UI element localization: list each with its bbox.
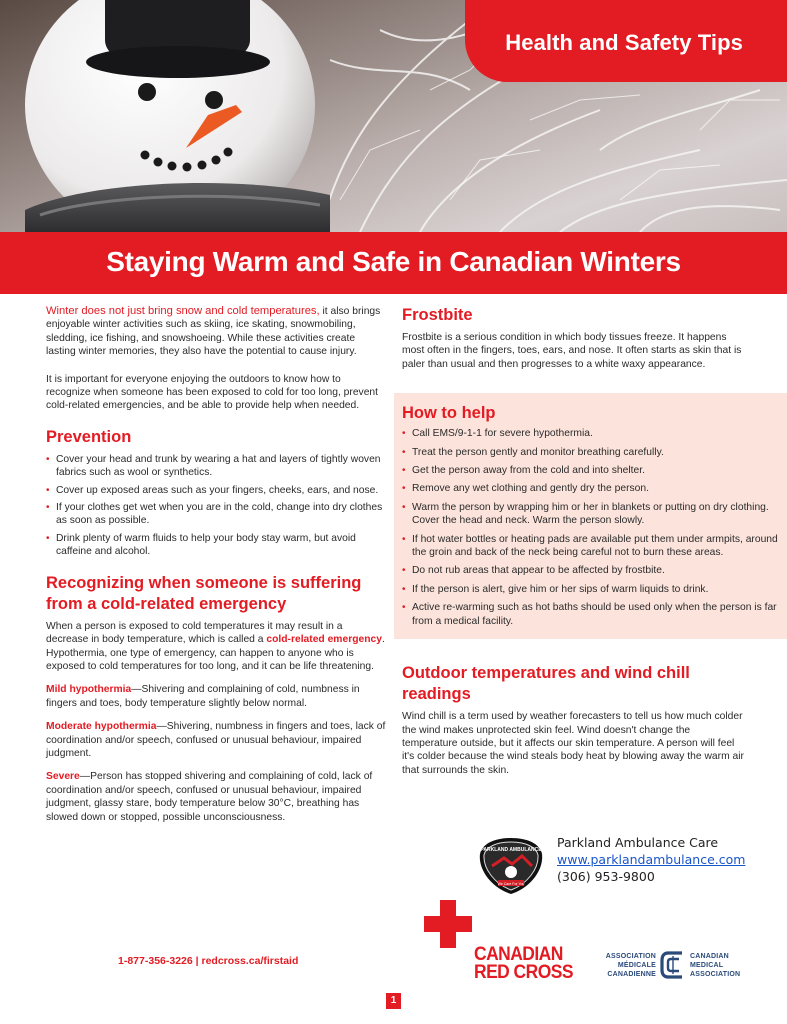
recognizing-heading: Recognizing when someone is suffering from a cold-related emergency	[46, 573, 362, 613]
cma-en-line: MEDICAL	[690, 962, 724, 969]
severe-text: —Person has stopped shivering and complaining of cold, lack of coordination and/or speech, confused or unusual behaviour, impaired judgment, glassy stare, body temperature below 30°C, breathing has slowed down or stopped, possible unconsciousness.	[46, 771, 373, 823]
how-to-help-box	[394, 393, 787, 639]
moderate-label: Moderate hypothermia	[46, 721, 157, 733]
moderate-text: —Shivering, numbness in fingers and toes, lack of coordination and/or speech, confused or unusual behaviour, impaired judgment.	[46, 721, 386, 759]
parkland-contact	[557, 834, 745, 885]
parkland-phone: (306) 953-9800	[557, 869, 655, 884]
list-item: • If hot water bottles or heating pads are available put them under armpits, around the groin and back of the neck being careful not to burn these areas.	[402, 533, 779, 560]
list-item: • Cover up exposed areas such as your fingers, cheeks, ears, and nose.	[46, 484, 386, 497]
list-item: • Cover your head and trunk by wearing a hat and layers of tightly woven fabrics such as wool or synthetics.	[46, 453, 386, 480]
page-title: Staying Warm and Safe in Canadian Winters	[106, 246, 681, 277]
parkland-website-link[interactable]: www.parklandambulance.com	[557, 852, 746, 867]
cma-en-line: CANADIAN	[690, 953, 729, 960]
list-item: • Do not rub areas that appear to be affected by frostbite.	[402, 564, 779, 577]
mild-text: —Shivering and complaining of cold, numbness in fingers and toes, body temperature slightly below normal.	[46, 684, 360, 709]
footer-contact: 1-877-356-3226 | redcross.ca/firstaid	[118, 955, 299, 967]
right-column	[402, 305, 778, 791]
outdoor-heading: Outdoor temperatures and wind chill readings	[402, 664, 690, 704]
recognizing-text-a: When a person is exposed to cold temperatures it may result in a decrease in body temperature, which is called a	[46, 620, 343, 646]
red-cross-icon	[424, 900, 472, 948]
recognizing-paragraph	[46, 620, 386, 674]
left-column	[46, 305, 386, 838]
cma-french-name	[602, 952, 656, 979]
prevention-heading: Prevention	[46, 427, 132, 446]
cma-english-name	[690, 952, 740, 979]
cma-en-line: ASSOCIATION	[690, 971, 741, 978]
cma-fr-line: MÉDICALE	[617, 962, 656, 969]
how-to-help-list	[402, 427, 779, 628]
cma-fr-line: ASSOCIATION	[605, 953, 656, 960]
crc-line-1: CANADIAN	[474, 944, 563, 965]
crc-line-2: RED CROSS	[474, 962, 573, 983]
ribbon-text: Health and Safety Tips	[505, 30, 743, 55]
severe-hypothermia	[46, 770, 386, 824]
intro-paragraph-2: It is important for everyone enjoying the outdoors to know how to recognize when someone has been exposed to cold for too long, prevent cold-related emergencies, and be able to provide help when needed.	[46, 373, 379, 412]
list-item: • Treat the person gently and monitor breathing carefully.	[402, 446, 779, 459]
list-item: • Drink plenty of warm fluids to help your body stay warm, but avoid caffeine and alcohol.	[46, 532, 386, 559]
list-item: • Get the person away from the cold and into shelter.	[402, 464, 779, 477]
cma-logo-icon	[660, 950, 686, 980]
badge-motto: We Care For You	[497, 882, 525, 886]
frostbite-paragraph: Frostbite is a serious condition in which body tissues freeze. It happens most often in the fingers, toes, ears, and nose. It often starts as skin that is paler than usual and then progresses to a white waxy appearance.	[402, 332, 742, 370]
outdoor-paragraph: Wind chill is a term used by weather forecasters to tell us how much colder the wind makes unprotected skin feel. Wind doesn't change the temperature outside, but it affects our skin temperature. A person will feel it's colder because the wind steals body heat by blowing away the warm air that surrounds the skin.	[402, 711, 744, 776]
badge-text: PARKLAND AMBULANCE	[480, 847, 542, 853]
hero-image	[0, 0, 787, 232]
mild-label: Mild hypothermia	[46, 684, 132, 696]
parkland-name: Parkland Ambulance Care	[557, 835, 719, 850]
intro-lead-rest: it also brings enjoyable winter activities such as skiing, ice skating, snowmobiling, sledding, ice fishing, and snowshoeing. While these activities create lasting winter memories, they also have the potential to cause injury.	[46, 306, 381, 358]
list-item: • Active re-warming such as hot baths should be used only when the person is far from a medical facility.	[402, 601, 779, 628]
how-to-help-heading: How to help	[402, 404, 496, 423]
cold-related-term: cold-related emergency	[266, 634, 382, 646]
list-item: • Remove any wet clothing and gently dry the person.	[402, 482, 779, 495]
recognizing-text-b: . Hypothermia, one type of emergency, can happen to anyone who is exposed to cold temperatures for too long, and it can be life threatening.	[46, 634, 385, 672]
mild-hypothermia	[46, 683, 386, 710]
list-item: • Warm the person by wrapping him or her in blankets or putting on dry clothing. Cover the head and neck. Warm the person slowly.	[402, 501, 779, 528]
cma-fr-line: CANADIENNE	[607, 971, 656, 978]
moderate-hypothermia	[46, 720, 386, 760]
intro-paragraph	[46, 305, 386, 359]
list-item: • Call EMS/9-1-1 for severe hypothermia.	[402, 427, 779, 440]
prevention-list	[46, 453, 386, 559]
canadian-red-cross-logo	[474, 946, 573, 982]
list-item: • If the person is alert, give him or her sips of warm liquids to drink.	[402, 583, 779, 596]
severe-label: Severe	[46, 771, 80, 783]
page-number: 1	[386, 993, 401, 1009]
frostbite-heading: Frostbite	[402, 306, 473, 324]
list-item: • If your clothes get wet when you are in the cold, change into dry clothes as soon as possible.	[46, 501, 386, 528]
intro-lead: Winter does not just bring snow and cold temperatures,	[46, 305, 320, 317]
parkland-badge-logo	[478, 836, 544, 896]
